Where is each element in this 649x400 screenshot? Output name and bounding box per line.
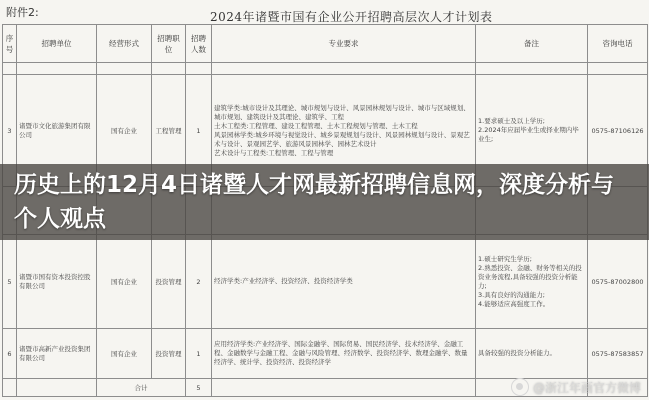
watermark [511,378,641,396]
note-line: 具备较强的投资分析能力。 [478,349,556,357]
watermark-text: @浙江年画官方微博 [532,380,641,395]
spec-line: 建筑学类:城市设计及其理论、城市规划与设计、风景园林规划与设计、城市与区域规划、城市规划、建筑设计及其理论、建筑学、工程 [214,103,470,121]
header-phone: 咨询电话 [588,25,648,63]
cell-position: 投资管理 [152,329,186,379]
table-header-row [3,25,648,63]
note-line: 2.熟悉投资、金融、财务等相关的投资业务流程,具备较强的投资分析能力; [478,263,582,290]
cell-note [476,329,588,379]
cell-unit: 诸暨市文化旅游集团有限公司 [17,75,97,187]
note-line: 3.具有良好的沟通能力; [478,290,545,299]
cell-position: 投资管理 [152,235,186,329]
cell-no: 3 [3,75,17,187]
appendix-label: 附件2: [6,6,39,19]
spec-line: 土木工程类:工程管理、建设工程管理、土木工程规划与管理、土木工程 [214,121,418,130]
cell-phone: 0575-87106126 [588,75,648,187]
cell-spec [212,235,476,329]
note-line: 4.能够适应高强度工作。 [478,299,550,308]
cell-form: 国有企业 [97,329,152,379]
table-row [3,63,648,75]
cell-position: 工程管理 [152,75,186,187]
spec-line: 经济学类:产业经济学、投资经济、投资经济学类 [214,277,353,285]
cell-phone: 0575-87583857 [588,329,648,379]
header-unit: 招聘单位 [17,25,97,63]
cell-note [476,235,588,329]
header-note: 备注 [476,25,588,63]
cell-form: 国有企业 [97,75,152,187]
cell-phone: 0575-87002800 [588,235,648,329]
header-count: 招聘人数 [186,25,212,63]
header-no: 序号 [3,25,17,63]
header-form: 经营形式 [97,25,152,63]
cell-unit: 诸暨市高新产业投资集团有限公司 [17,329,97,379]
cell-form: 国有企业 [97,235,152,329]
spec-line: 风景园林学类:城乡环境与视觉设计、城乡景观规划与设计、风景园林规划与设计、景观艺术与设计、景观园艺学、旅游风景园林学、园林艺术设计 [214,130,470,148]
table-row [3,235,648,329]
header-spec: 专业要求 [212,25,476,63]
cell-count: 1 [186,329,212,379]
cell-count: 2 [186,235,212,329]
cell-count: 1 [186,75,212,187]
note-line: 2.2024年应届毕业生或择业期内毕业生; [478,126,579,143]
document-title: 2024年诸暨市国有企业公开招聘高层次人才计划表 [210,10,493,24]
article-headline: 历史上的12月4日诸暨人才网最新招聘信息网，深度分析与个人观点 [14,172,615,232]
weibo-logo-icon [511,378,529,396]
header-position: 招聘职位 [152,25,186,63]
total-label: 合计 [97,379,186,397]
table-row [3,329,648,379]
cell-no: 6 [3,329,17,379]
cell-spec [212,329,476,379]
spec-line: 艺术设计与工程类:工程管理、工程与管理 [214,148,334,157]
cell-unit: 诸暨市国有资本投资控股有限公司 [17,235,97,329]
total-count: 5 [186,379,212,397]
cell-no: 5 [3,235,17,329]
note-line: 1.硕士研究生学历; [478,254,532,263]
spec-line: 应用经济学类:产业经济学、国际金融学、国际贸易、国民经济学、技术经济学、金融工程、金融数学与金融工程、金融与风险管理、经济数学、投资经济学、数理金融学、数量经济学、统计学、投资经济、投资经济学 [214,340,468,366]
note-line: 1.要求硕士及以上学历; [478,117,545,125]
